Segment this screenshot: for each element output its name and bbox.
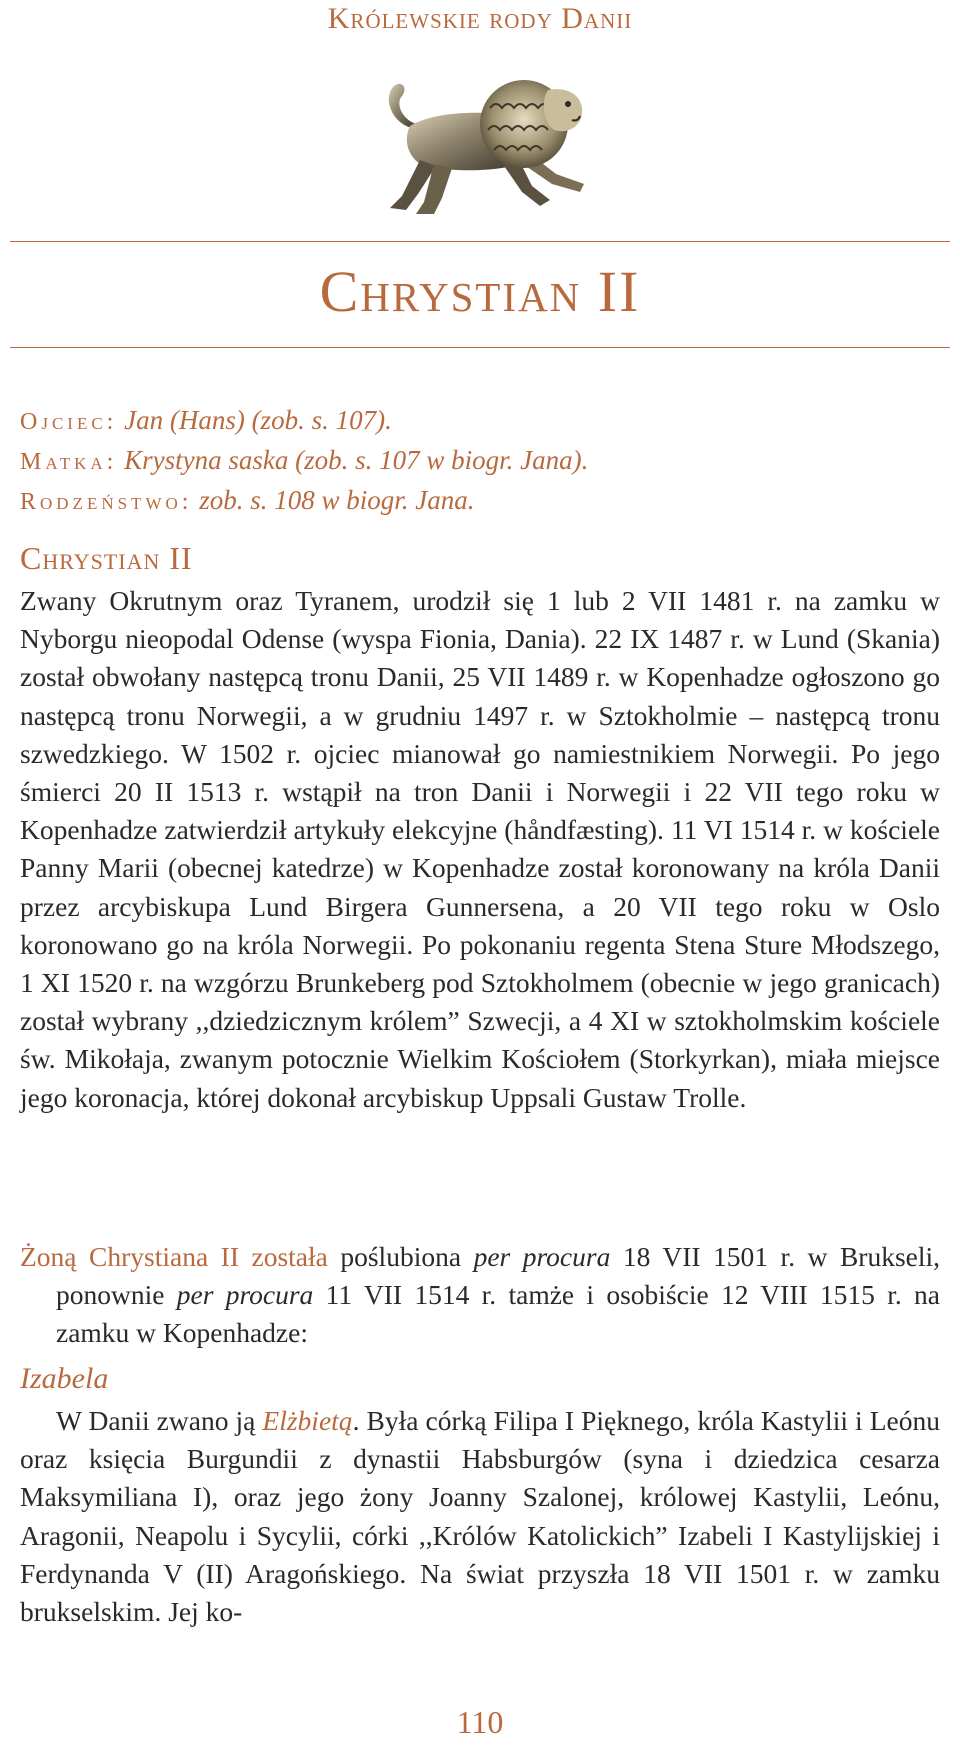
chapter-title: Chrystian II [319,259,641,324]
marriage-part1: poślubiona [340,1241,462,1272]
marriage-part2: 18 VII 1501 r. w Brukseli, ponownie [56,1241,941,1311]
mother-label: Matka: [20,449,118,475]
spouse-text-rest: . Była córką Filipa I Pięknego, króla Kastylii i Leónu oraz księcia Burgundii z dynastii Habsburgów (syna i dziedzica cesarza Maksymiliana I), oraz jego żony Joanny Szalonej, królowej Kastylii, Leónu, Aragonii, Neapolu i Sycylii, córki ,,Królów Katolickich” Izabeli I Kastylijskiej i Ferdynanda V (II) Aragońskiego. Na świat przyszła 18 VII 1501 r. w zamku brukselskim. Jej ko- [20,1405,940,1628]
title-divider [10,347,950,348]
top-divider [10,241,950,242]
mother-line [20,440,940,482]
siblings-label: Rodzeństwo: [20,489,193,515]
marriage-paragraph [20,1238,940,1353]
lion-figurine-illustration [372,68,604,226]
siblings-line [20,480,940,522]
marriage-lead: Żoną Chrystiana II została [20,1241,328,1272]
section-heading: Chrystian II [20,540,193,576]
spouse-biography [20,1402,940,1631]
per-procura-1: per procura [473,1241,611,1272]
father-label: Ojciec: [20,409,118,435]
biography-text [20,582,940,1117]
spouse-paragraph [20,1402,940,1631]
mother-value: Krystyna saska (zob. s. 107 w biogr. Jana). [124,445,589,475]
per-procura-2: per procura [176,1279,314,1311]
spouse-alt-name: Elżbietą [262,1405,353,1436]
page-number: 110 [456,1704,504,1740]
running-header: Królewskie rody Danii [327,2,633,35]
siblings-value: zob. s. 108 w biogr. Jana. [199,485,475,515]
spouse-name: Izabela [20,1362,109,1395]
father-line [20,400,940,442]
spouse-text-start: W Danii zwano ją [56,1405,256,1436]
marriage-part3: 11 VII 1514 r. tamże i osobiście 12 VIII 1515 r. na zamku w Kopenhadze: [56,1279,940,1349]
biography-paragraph: Zwany Okrutnym oraz Tyranem, urodził się 1 lub 2 VII 1481 r. na zamku w Nyborgu nieopodal Odense (wyspa Fionia, Dania). 22 IX 1487 r. w Lund (Skania) został obwołany następcą tronu Danii, 25 VII 1489 r. w Kopenhadze ogłoszono go następcą tronu Norwegii, a w grudniu 1497 r. w Sztokholmie – następcą tronu szwedzkiego. W 1502 r. ojciec mianował go namiestnikiem Norwegii. Po jego śmierci 20 II 1513 r. wstąpił na tron Danii i Norwegii i 22 VII tego roku w Kopenhadze zatwierdził artykuły elekcyjne (håndfæsting). 11 VI 1514 r. w kościele Panny Marii (obecnej katedrze) w Kopenhadze został koronowany na króla Danii przez arcybiskupa Lund Birgera Gunnersena, a 20 VII tego roku w Oslo koronowano go na króla Norwegii. Po pokonaniu regenta Stena Sture Młodszego, 1 XI 1520 r. na wzgórzu Brunkeberg pod Sztokholmem (obecnie w jego granicach) został wybrany ,,dziedzicznym królem” Szwecji, a 4 XI w sztokholmskim kościele św. Mikołaja, zwanym potocznie Wielkim Kościołem (Storkyrkan), miała miejsce jego koronacja, której dokonał arcybiskup Uppsali Gustaw Trolle. [20,585,940,1113]
father-value: Jan (Hans) (zob. s. 107). [124,405,392,435]
